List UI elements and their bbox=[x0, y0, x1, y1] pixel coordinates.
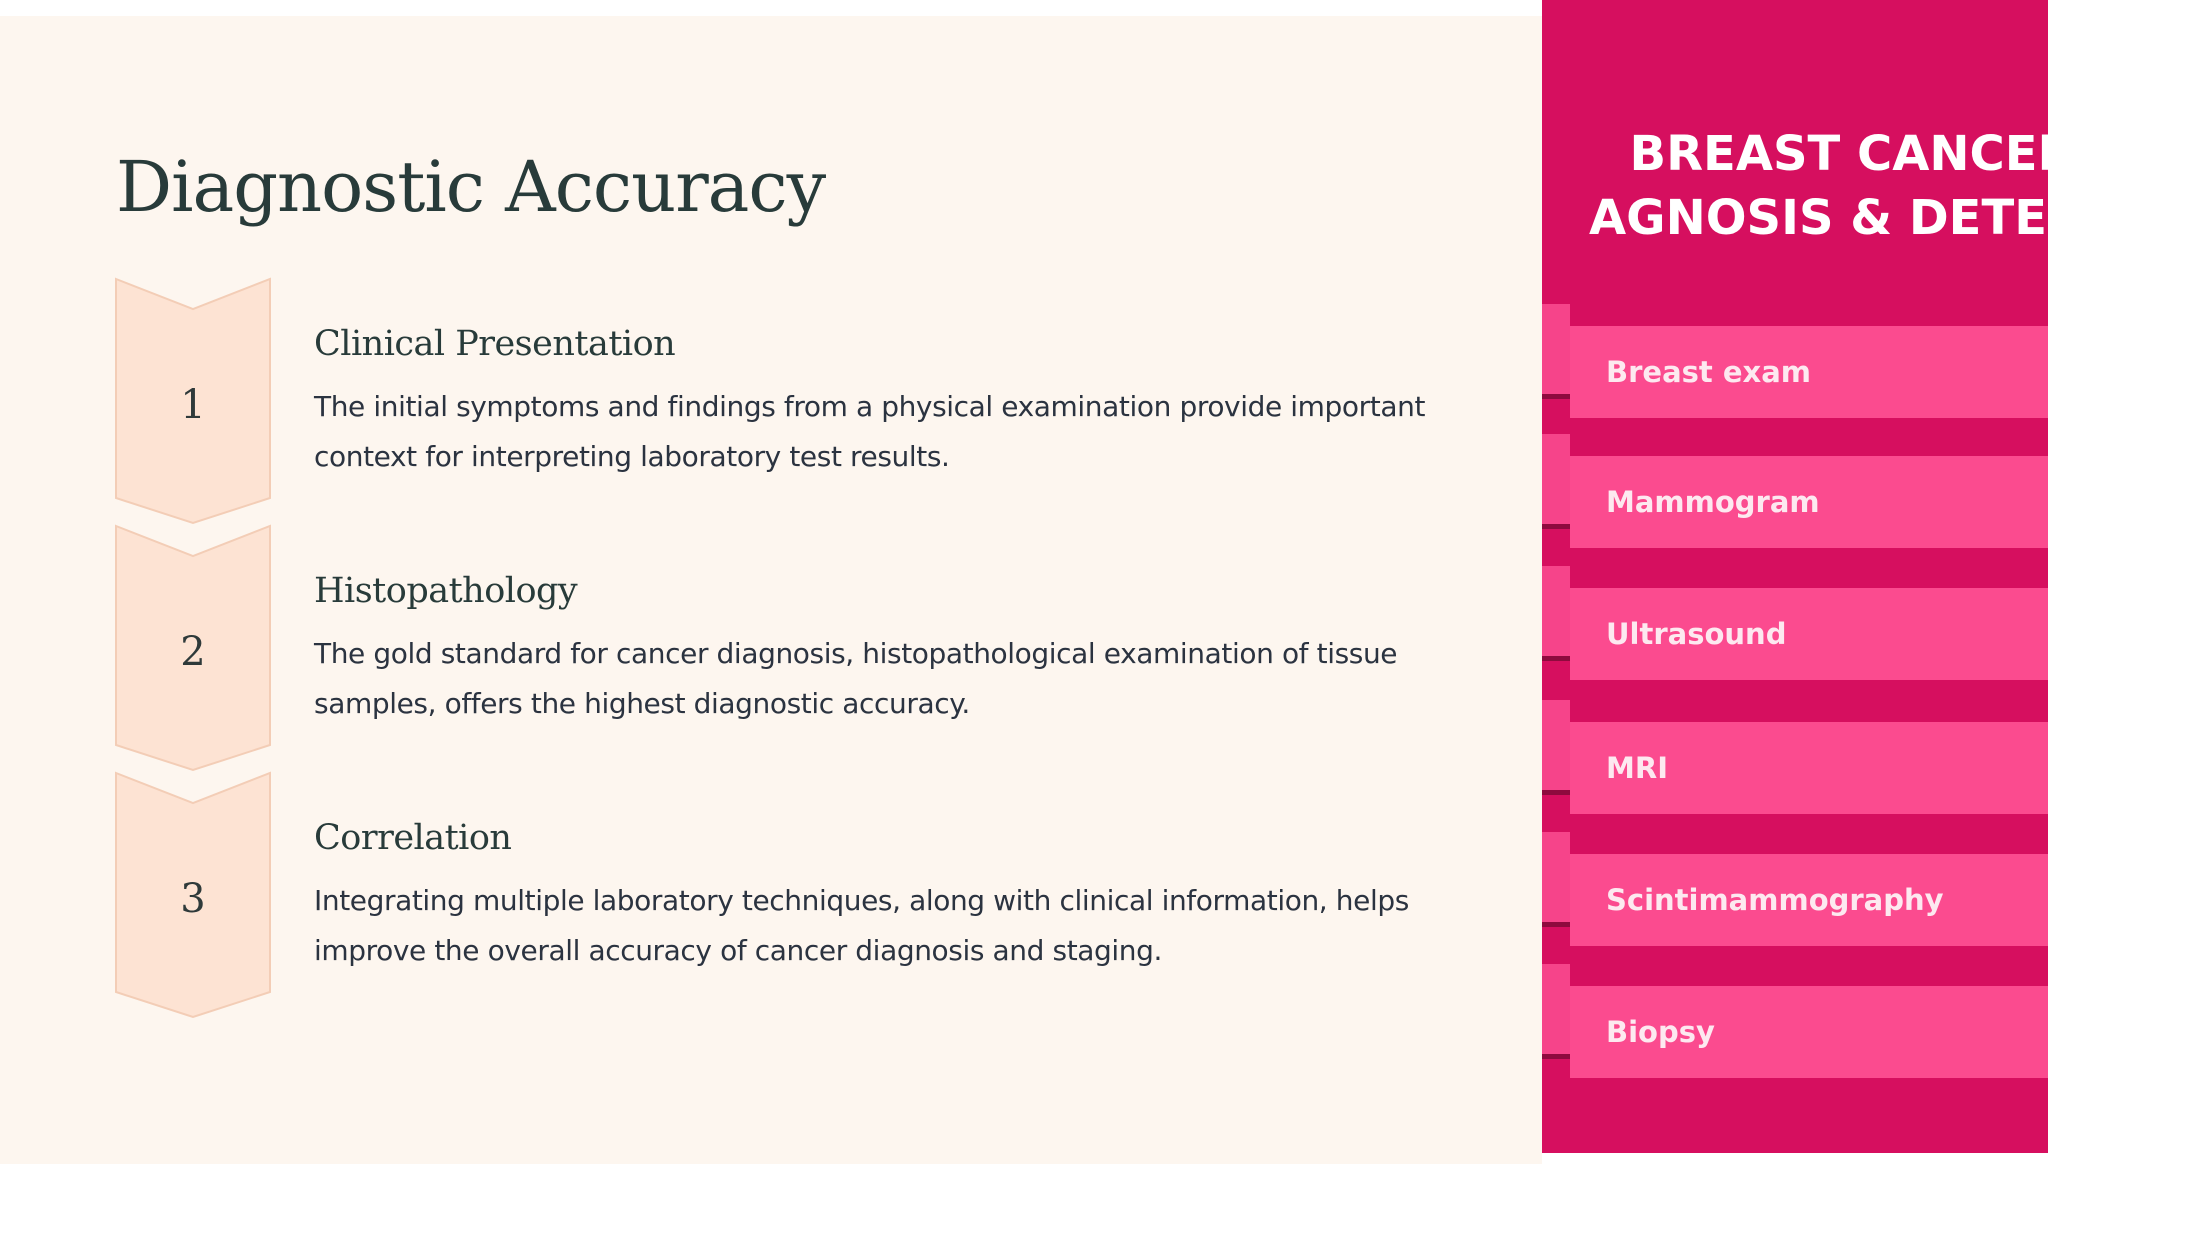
tab-shadow bbox=[1542, 790, 1570, 795]
step-number: 2 bbox=[180, 629, 206, 675]
step-text: The gold standard for cancer diagnosis, histopathological examination of tissue samples, offers the highest diagnostic accuracy. bbox=[314, 637, 1398, 720]
image-title-line: BREAST CANCER bbox=[1629, 126, 2075, 182]
list-item bbox=[1542, 326, 2048, 418]
tab-shape bbox=[1542, 832, 1570, 924]
list-item bbox=[1542, 588, 2048, 680]
step-number: 3 bbox=[180, 876, 206, 922]
step-text: Integrating multiple laboratory techniques, along with clinical information, helps improve the overall accuracy of cancer diagnosis and staging. bbox=[314, 884, 1409, 967]
step-heading: Correlation bbox=[314, 818, 512, 858]
tab-shape bbox=[1542, 304, 1570, 396]
tab-shadow bbox=[1542, 656, 1570, 661]
breast-cancer-image bbox=[1542, 0, 2115, 1153]
tab-shadow bbox=[1542, 524, 1570, 529]
tab-shadow bbox=[1542, 1054, 1570, 1059]
list-item-label: Scintimammography bbox=[1606, 883, 1944, 917]
step-heading: Clinical Presentation bbox=[314, 324, 676, 364]
tab-shape bbox=[1542, 700, 1570, 792]
tab-shape bbox=[1542, 566, 1570, 658]
list-item-label: Biopsy bbox=[1606, 1015, 1715, 1049]
list-item bbox=[1542, 854, 2048, 946]
method-list bbox=[1542, 0, 2048, 1153]
step-heading: Histopathology bbox=[314, 571, 578, 611]
list-item bbox=[1542, 456, 2048, 548]
list-item-label: MRI bbox=[1606, 751, 1668, 785]
tab-shape bbox=[1542, 434, 1570, 526]
tab-shadow bbox=[1542, 922, 1570, 927]
page-title: Diagnostic Accuracy bbox=[116, 146, 826, 228]
list-item bbox=[1542, 722, 2048, 814]
list-item bbox=[1542, 986, 2048, 1078]
slide bbox=[0, 16, 1542, 1164]
step-text: The initial symptoms and findings from a physical examination provide important context for interpreting laboratory test results. bbox=[314, 390, 1426, 473]
image-title-line: AGNOSIS & DETECT bbox=[1589, 190, 2115, 246]
tab-shape bbox=[1542, 964, 1570, 1056]
tab-shadow bbox=[1542, 394, 1570, 399]
list-item-label: Breast exam bbox=[1606, 355, 1812, 389]
list-item-label: Ultrasound bbox=[1606, 617, 1787, 651]
list-item-label: Mammogram bbox=[1606, 485, 1820, 519]
step-number: 1 bbox=[180, 382, 206, 428]
